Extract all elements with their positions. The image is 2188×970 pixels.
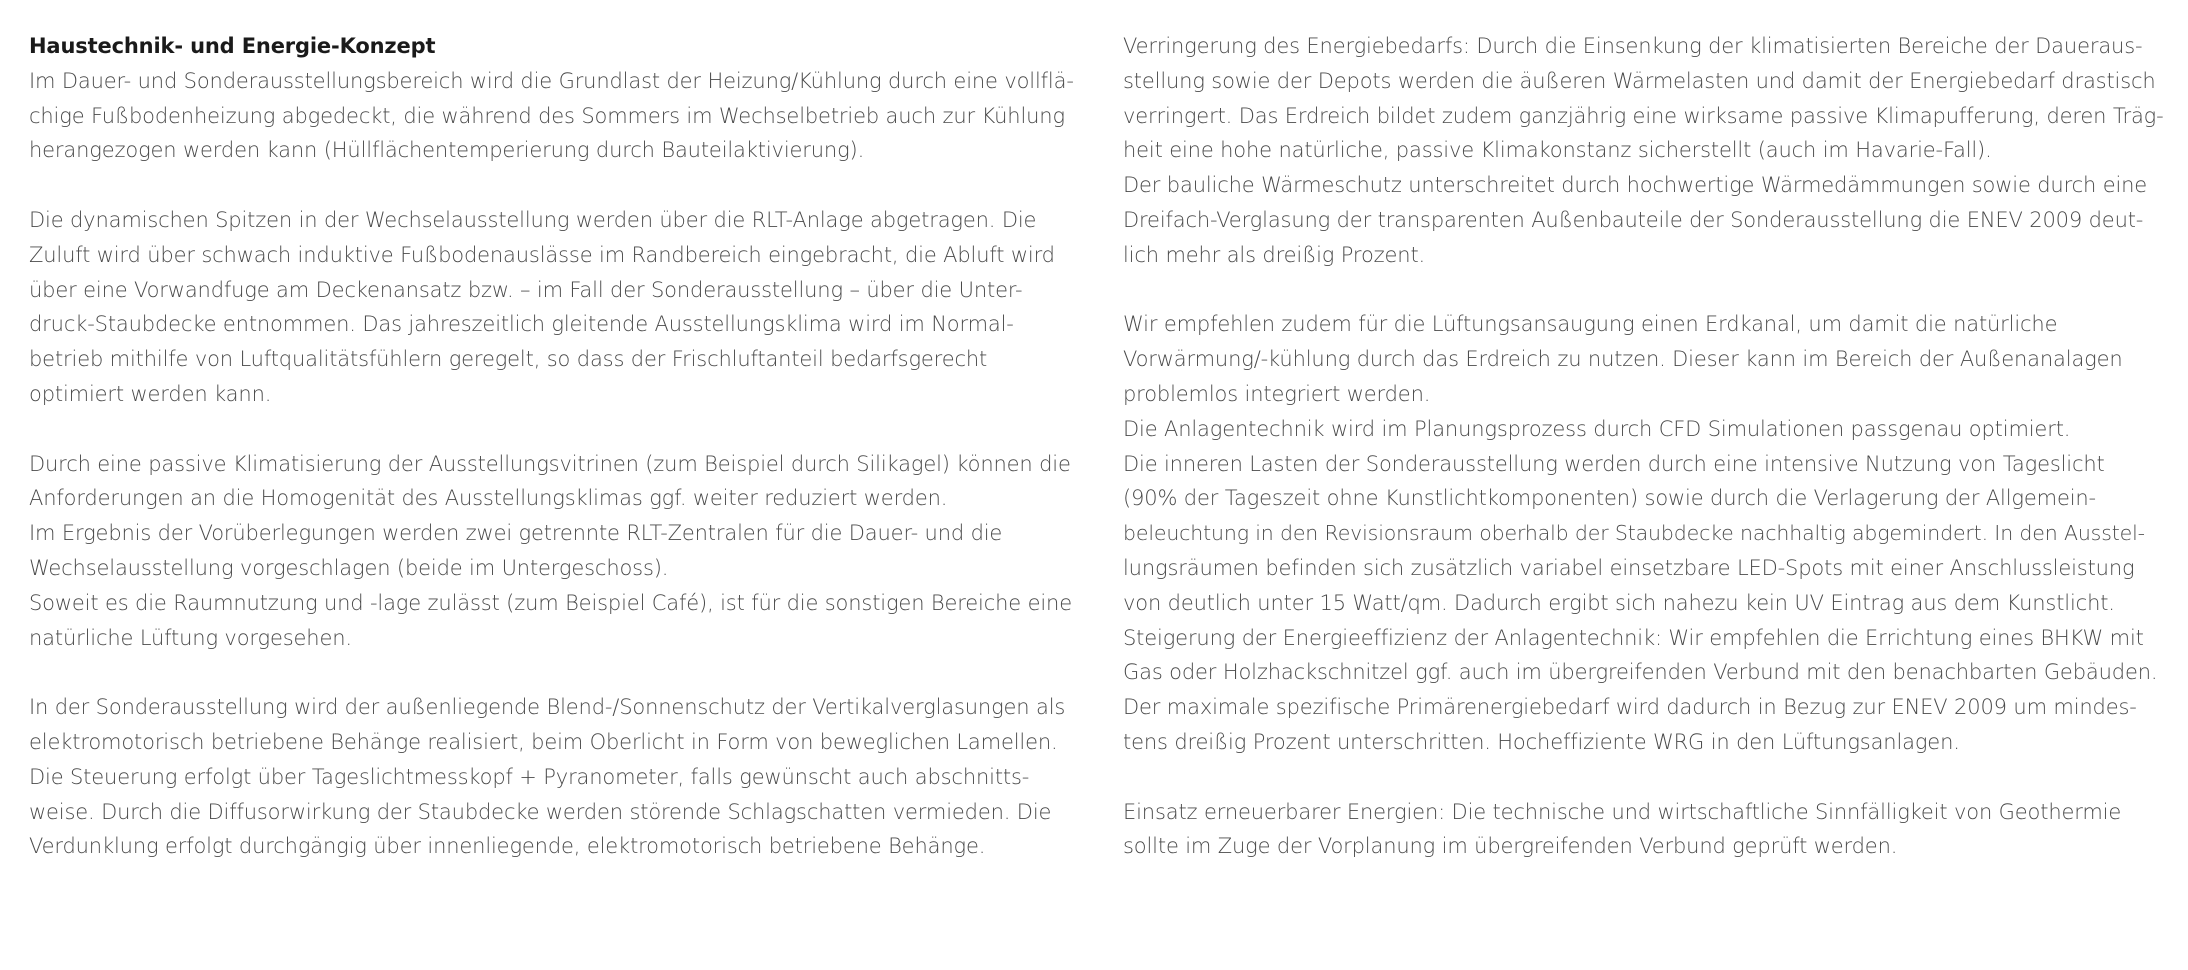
text-line: weise. Durch die Diffusorwirkung der Staubdecke werden störende Schlagschatten vermieden. Die [29, 799, 1052, 824]
text-line: problemlos integriert werden. [1123, 381, 1431, 406]
paragraph-spacer [1123, 273, 2168, 308]
text-line: stellung sowie der Depots werden die äußeren Wärmelasten und damit der Energiebedarf drastisch [1123, 68, 2156, 93]
text-line: druck-Staubdecke entnommen. Das jahreszeitlich gleitende Ausstellungsklima wird im Normal- [29, 312, 1014, 337]
text-line: von deutlich unter 15 Watt/qm. Dadurch ergibt sich nahezu kein UV Eintrag aus dem Kunstlicht. [1123, 590, 2115, 615]
text-line: Die dynamischen Spitzen in der Wechselausstellung werden über die RLT-Anlage abgetragen. Die [29, 207, 1037, 232]
text-line: lungsräumen befinden sich zusätzlich variabel einsetzbare LED-Spots mit einer Anschlussleistung [1123, 555, 2135, 580]
text-line: Einsatz erneuerbarer Energien: Die technische und wirtschaftliche Sinnfälligkeit von Geothermie [1123, 799, 2122, 824]
text-line: Dreifach-Verglasung der transparenten Außenbauteile der Sonderausstellung die ENEV 2009 deut- [1123, 207, 2144, 232]
text-line: Gas oder Holzhackschnitzel ggf. auch im übergreifenden Verbund mit den benachbarten Gebäuden. [1123, 660, 2158, 685]
left-text-column [29, 29, 1089, 864]
paragraph-spacer [29, 655, 1089, 690]
text-line: Im Dauer- und Sonderausstellungsbereich wird die Grundlast der Heizung/Kühlung durch eine vollflä- [29, 68, 1074, 93]
text-line: Die Steuerung erfolgt über Tageslichtmesskopf + Pyranometer, falls gewünscht auch abschnitts- [29, 764, 1030, 789]
paragraph-spacer [29, 168, 1089, 203]
text-line: verringert. Das Erdreich bildet zudem ganzjährig eine wirksame passive Klimapufferung, deren Träg- [1123, 103, 2164, 128]
paragraph-spacer [29, 412, 1089, 447]
text-line: Der bauliche Wärmeschutz unterschreitet durch hochwertige Wärmedämmungen sowie durch eine [1123, 173, 2148, 198]
text-line: Wechselausstellung vorgeschlagen (beide im Untergeschoss). [29, 555, 669, 580]
text-line: beleuchtung in den Revisionsraum oberhalb der Staubdecke nachhaltig abgemindert. In den Ausstel- [1123, 521, 2145, 546]
text-line: Steigerung der Energieeffizienz der Anlagentechnik: Wir empfehlen die Errichtung eines BHKW mit [1123, 625, 2144, 650]
text-line: elektromotorisch betriebene Behänge realisiert, beim Oberlicht in Form von beweglichen Lamellen. [29, 729, 1058, 754]
text-line: betrieb mithilfe von Luftqualitätsfühlern geregelt, so dass der Frischluftanteil bedarfsgerecht [29, 347, 988, 372]
text-line: sollte im Zuge der Vorplanung im übergreifenden Verbund geprüft werden. [1123, 834, 1898, 859]
text-line: über eine Vorwandfuge am Deckenansatz bzw. – im Fall der Sonderausstellung – über die Unter- [29, 277, 1023, 302]
text-line: natürliche Lüftung vorgesehen. [29, 625, 352, 650]
right-text-column [1123, 29, 2168, 864]
text-line: Wir empfehlen zudem für die Lüftungsansaugung einen Erdkanal, um damit die natürliche [1123, 312, 2058, 337]
text-line: Zuluft wird über schwach induktive Fußbodenauslässe im Randbereich eingebracht, die Abluft wird [29, 242, 1055, 267]
text-line: heit eine hohe natürliche, passive Klimakonstanz sicherstellt (auch im Havarie-Fall). [1123, 138, 1992, 163]
text-line: tens dreißig Prozent unterschritten. Hocheffiziente WRG in den Lüftungsanlagen. [1123, 729, 1960, 754]
text-line: In der Sonderausstellung wird der außenliegende Blend-/Sonnenschutz der Vertikalverglasungen als [29, 695, 1066, 720]
text-line: Vorwärmung/-kühlung durch das Erdreich zu nutzen. Dieser kann im Bereich der Außenanalagen [1123, 347, 2123, 372]
text-line: herangezogen werden kann (Hüllflächentemperierung durch Bauteilaktivierung). [29, 138, 865, 163]
text-line: chige Fußbodenheizung abgedeckt, die während des Sommers im Wechselbetrieb auch zur Kühlung [29, 103, 1065, 128]
text-line: Verdunklung erfolgt durchgängig über innenliegende, elektromotorisch betriebene Behänge. [29, 834, 986, 859]
text-line: Die inneren Lasten der Sonderausstellung werden durch eine intensive Nutzung von Tageslicht [1123, 451, 2105, 476]
text-line: Die Anlagentechnik wird im Planungsprozess durch CFD Simulationen passgenau optimiert. [1123, 416, 2071, 441]
text-line: (90% der Tageszeit ohne Kunstlichtkomponenten) sowie durch die Verlagerung der Allgemein- [1123, 486, 2096, 511]
text-line: Verringerung des Energiebedarfs: Durch die Einsenkung der klimatisierten Bereiche der Daueraus- [1123, 34, 2143, 58]
text-line: Der maximale spezifische Primärenergiebedarf wird dadurch in Bezug zur ENEV 2009 um mindes- [1123, 695, 2137, 720]
document-heading: Haustechnik- und Energie-Konzept [29, 34, 436, 58]
text-line: lich mehr als dreißig Prozent. [1123, 242, 1426, 267]
text-line: Durch eine passive Klimatisierung der Ausstellungsvitrinen (zum Beispiel durch Silikagel) können die [29, 451, 1071, 476]
text-line: Soweit es die Raumnutzung und -lage zulässt (zum Beispiel Café), ist für die sonstigen Bereiche eine [29, 590, 1072, 615]
text-line: Im Ergebnis der Vorüberlegungen werden zwei getrennte RLT-Zentralen für die Dauer- und die [29, 521, 1003, 546]
text-line: Anforderungen an die Homogenität des Ausstellungsklimas ggf. weiter reduziert werden. [29, 486, 948, 511]
text-line: optimiert werden kann. [29, 381, 272, 406]
paragraph-spacer [1123, 760, 2168, 795]
